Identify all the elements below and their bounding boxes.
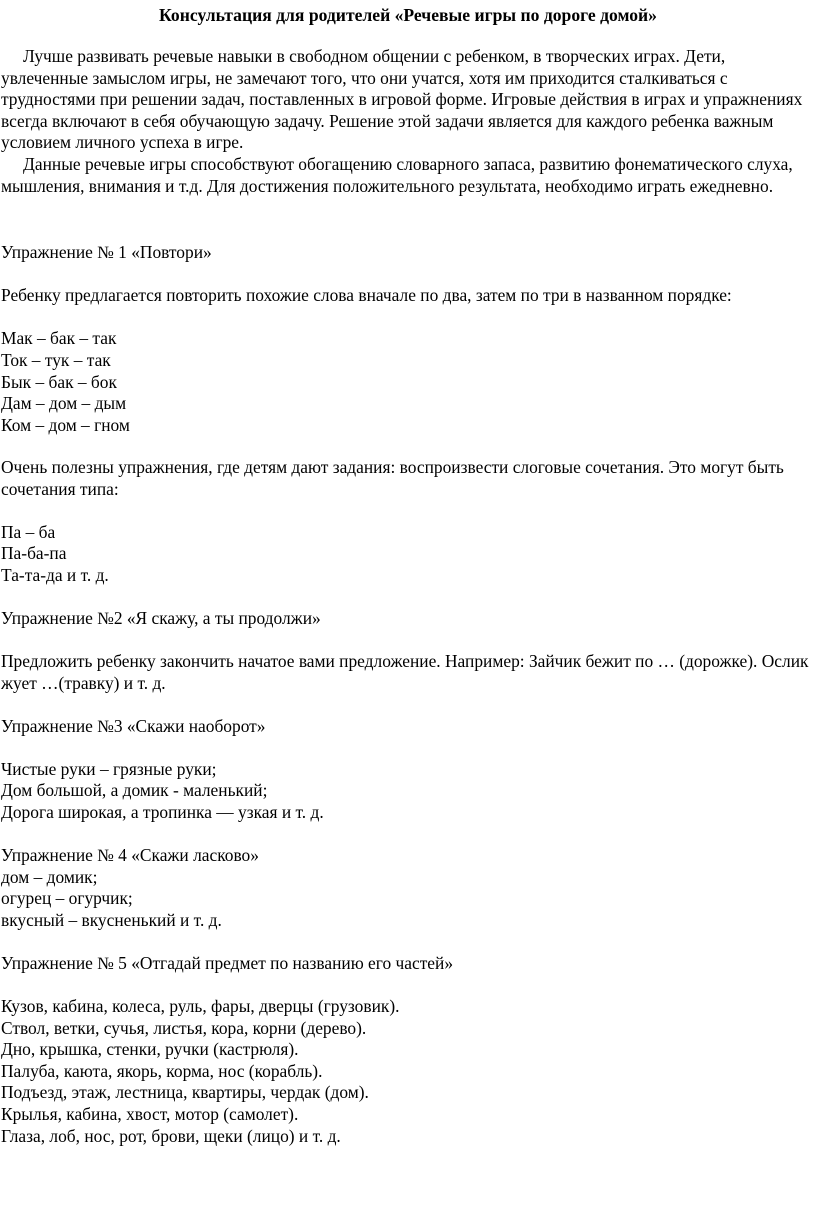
word-set: Ком – дом – гном: [1, 415, 130, 435]
exercise-heading: Упражнение № 4 «Скажи ласково»: [1, 845, 259, 865]
exercise-heading: Упражнение № 5 «Отгадай предмет по названию его частей»: [1, 953, 454, 973]
exercise-line: Дорога широкая, а тропинка — узкая и т. д.: [1, 802, 324, 822]
exercise-note: Очень полезны упражнения, где детям дают задания: воспроизвести слоговые сочетания. Это могут быть сочетания типа:: [1, 457, 784, 499]
syllable-line: Па-ба-па: [1, 543, 67, 563]
exercise-line: Подъезд, этаж, лестница, квартиры, чердак (дом).: [1, 1082, 369, 1102]
exercise-line: Чистые руки – грязные руки;: [1, 759, 217, 779]
word-set: Мак – бак – так: [1, 328, 117, 348]
word-set: Дам – дом – дым: [1, 393, 127, 413]
exercise-line: Кузов, кабина, колеса, руль, фары, дверцы (грузовик).: [1, 996, 400, 1016]
exercise-line: вкусный – вкусненький и т. д.: [1, 910, 222, 930]
exercise-heading: Упражнение №2 «Я скажу, а ты продолжи»: [1, 608, 321, 628]
exercise-heading: Упражнение № 1 «Повтори»: [1, 242, 212, 262]
exercise-text: Предложить ребенку закончить начатое вами предложение. Например: Зайчик бежит по … (дорожке). Ослик жует …(травку) и т. д.: [1, 651, 809, 693]
page-title: Консультация для родителей «Речевые игры по дороге домой»: [159, 5, 657, 25]
exercise-line: Ствол, ветки, сучья, листья, кора, корни (дерево).: [1, 1018, 367, 1038]
exercise-line: Дом большой, а домик - маленький;: [1, 780, 268, 800]
intro-paragraph: Лучше развивать речевые навыки в свободном общении с ребенком, в творческих играх. Дети, увлеченные замыслом игры, не замечают того, что они учатся, хотя им приходится сталкиваться с трудностями при решении задач, поставленных в игровой форме. Игровые действия в играх и упражнениях всегда включают в себя обучающую задачу. Решение этой задачи является для каждого ребенка важным условием личного успеха в игре.: [1, 46, 803, 153]
exercise-line: Крылья, кабина, хвост, мотор (самолет).: [1, 1104, 299, 1124]
syllable-line: Па – ба: [1, 522, 56, 542]
syllable-line: Та-та-да и т. д.: [1, 565, 109, 585]
word-set: Ток – тук – так: [1, 350, 111, 370]
exercise-line: Палуба, каюта, якорь, корма, нос (корабль).: [1, 1061, 323, 1081]
intro-paragraph: Данные речевые игры способствуют обогащению словарного запаса, развитию фонематического слуха, мышления, внимания и т.д. Для достижения положительного результата, необходимо играть ежедневно.: [1, 154, 793, 196]
exercise-line: Дно, крышка, стенки, ручки (кастрюля).: [1, 1039, 299, 1059]
exercise-heading: Упражнение №3 «Скажи наоборот»: [1, 716, 266, 736]
exercise-line: дом – домик;: [1, 867, 98, 887]
word-set: Бык – бак – бок: [1, 372, 117, 392]
exercise-line: огурец – огурчик;: [1, 888, 133, 908]
exercise-instruction: Ребенку предлагается повторить похожие слова вначале по два, затем по три в названном порядке:: [1, 285, 732, 305]
exercise-line: Глаза, лоб, нос, рот, брови, щеки (лицо) и т. д.: [1, 1126, 341, 1146]
